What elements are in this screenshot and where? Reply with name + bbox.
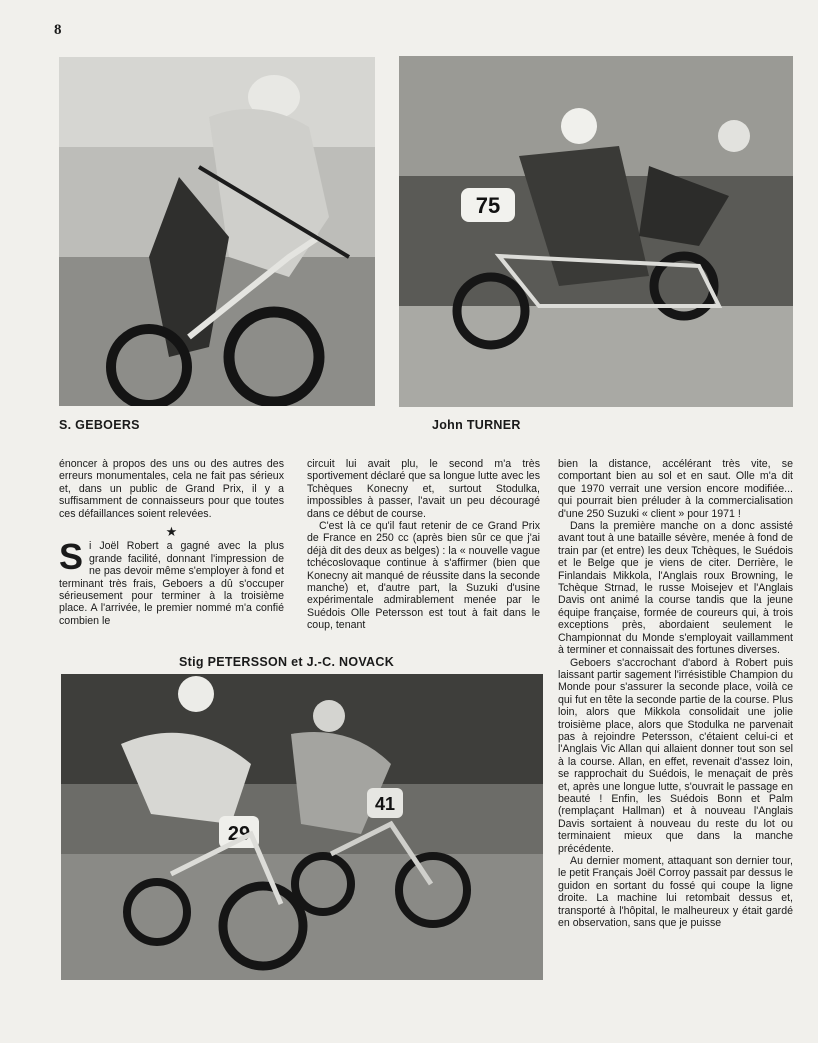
paragraph-dropcap — [59, 536, 284, 627]
number-plate-text: 29 — [227, 823, 251, 845]
caption-geboers: S. GEBOERS — [59, 418, 140, 432]
paragraph: C'est là ce qu'il faut retenir de ce Grand Prix de France en 250 cc (après bien sûr ce que j'ai déjà dit des deux as belges) : la « nouvelle vague tchécoslovaque continue à s'affirmer (bien que Konecny ait manqué de réussite dans la seconde manche) et, d'autre part, la Suzuki d'usine expérimentale admirablement menée par le Suédois Olle Petersson est tout à fait dans le coup, tenant — [307, 520, 540, 632]
paragraph: Dans la première manche on a donc assisté avant tout à une bataille sévère, menée à fond de train par (et entre) les deux Tchèques, le Suédois et le Belge que je viens de citer. Derrière, le Finlandais Mikkola, l'Anglais roux Browning, le Tchèque Strnad, le russe Moisejev et l'Anglais Davis ont animé la course tandis que la jeune équipe française, formée de coureurs qui, à trois exceptions près, abordaient seulement le Championnat du Monde s'employait vaillamment à terminer et connaissait des fortunes diverses. — [558, 520, 793, 657]
photo-petersson-novack-illustration — [61, 674, 543, 980]
article-column-3 — [558, 458, 793, 929]
paragraph: bien la distance, accélérant très vite, se comportant bien au sol et en saut. Olle m'a dit que 1970 verrait une version encore modifiée... qui pourrait bien préluder à la commercialisation d'une 250 Suzuki « client » pour 1971 ! — [558, 458, 793, 520]
paragraph: circuit lui avait plu, le second m'a très sportivement déclaré que sa longue lutte avec les Tchèques Konecny et, surtout Stodulka, impossibles à passer, l'avait un peu découragé dans ce début de course. — [307, 458, 540, 520]
photo-geboers-illustration — [59, 57, 375, 406]
caption-turner: John TURNER — [432, 418, 521, 432]
photo-petersson-novack — [61, 674, 543, 980]
paragraph: Au dernier moment, attaquant son dernier tour, le petit Français Joël Corroy passait par dessus le guidon en sortant du fossé qui coupe la ligne droite. La machine lui retombait dessus et, transporté à l'hôpital, le malheureux y était gardé en observation, sans que je puisse — [558, 855, 793, 930]
photo-turner — [399, 56, 793, 407]
paragraph: énoncer à propos des uns ou des autres des erreurs monumentales, cela ne fait pas sérieux et, dans un public de Grand Prix, il y a suffisamment de connaisseurs pour que toutes ces défaillances soient relevées. — [59, 458, 284, 520]
caption-petersson-novack: Stig PETERSSON et J.-C. NOVACK — [179, 655, 395, 669]
separator-star: ★ — [165, 524, 178, 540]
number-plate-text: 75 — [475, 193, 501, 218]
paragraph: Geboers s'accrochant d'abord à Robert puis laissant partir sagement l'irrésistible Champion du Monde pour s'assurer la seconde place, voilà ce qui fut en tête la seconde partie de la course. Plus loin, alors que Mikkola consolidait une jolie troisième place, alors que Stodulka ne parvenait pas à rejoindre Petersson, c'étaient celui-ci et l'Anglais Vic Allan qui allaient donner tout son sel à la course. Allan, en effet, revenait d'assez loin, se rapprochait du Suédois, le menaçait de près et, après une longue lutte, s'ouvrait le passage en beauté ! Enfin, les Suédois Bonn et Palm (remplaçant Hallman) et à nouveau l'Anglais Davis sortaient à nouveau du reste du lot ou terminaient mieux que dans la manche précédente. — [558, 656, 793, 855]
paragraph-text: i Joël Robert a gagné avec la plus grande facilité, donnant l'impression de ne pas devoir même s'employer à fond et terminant très frais, Geboers a dû s'occuper sérieusement pour terminer à la troisième place. A l'arrivée, le premier nommé m'a confié combien le — [59, 540, 284, 627]
article-column-2 — [307, 458, 540, 632]
photo-geboers — [59, 57, 375, 406]
photo-turner-illustration — [399, 56, 793, 407]
page-number: 8 — [54, 22, 62, 38]
number-plate-text: 41 — [374, 794, 396, 814]
article-column-1 — [59, 458, 284, 627]
dropcap-letter: S — [59, 536, 84, 578]
